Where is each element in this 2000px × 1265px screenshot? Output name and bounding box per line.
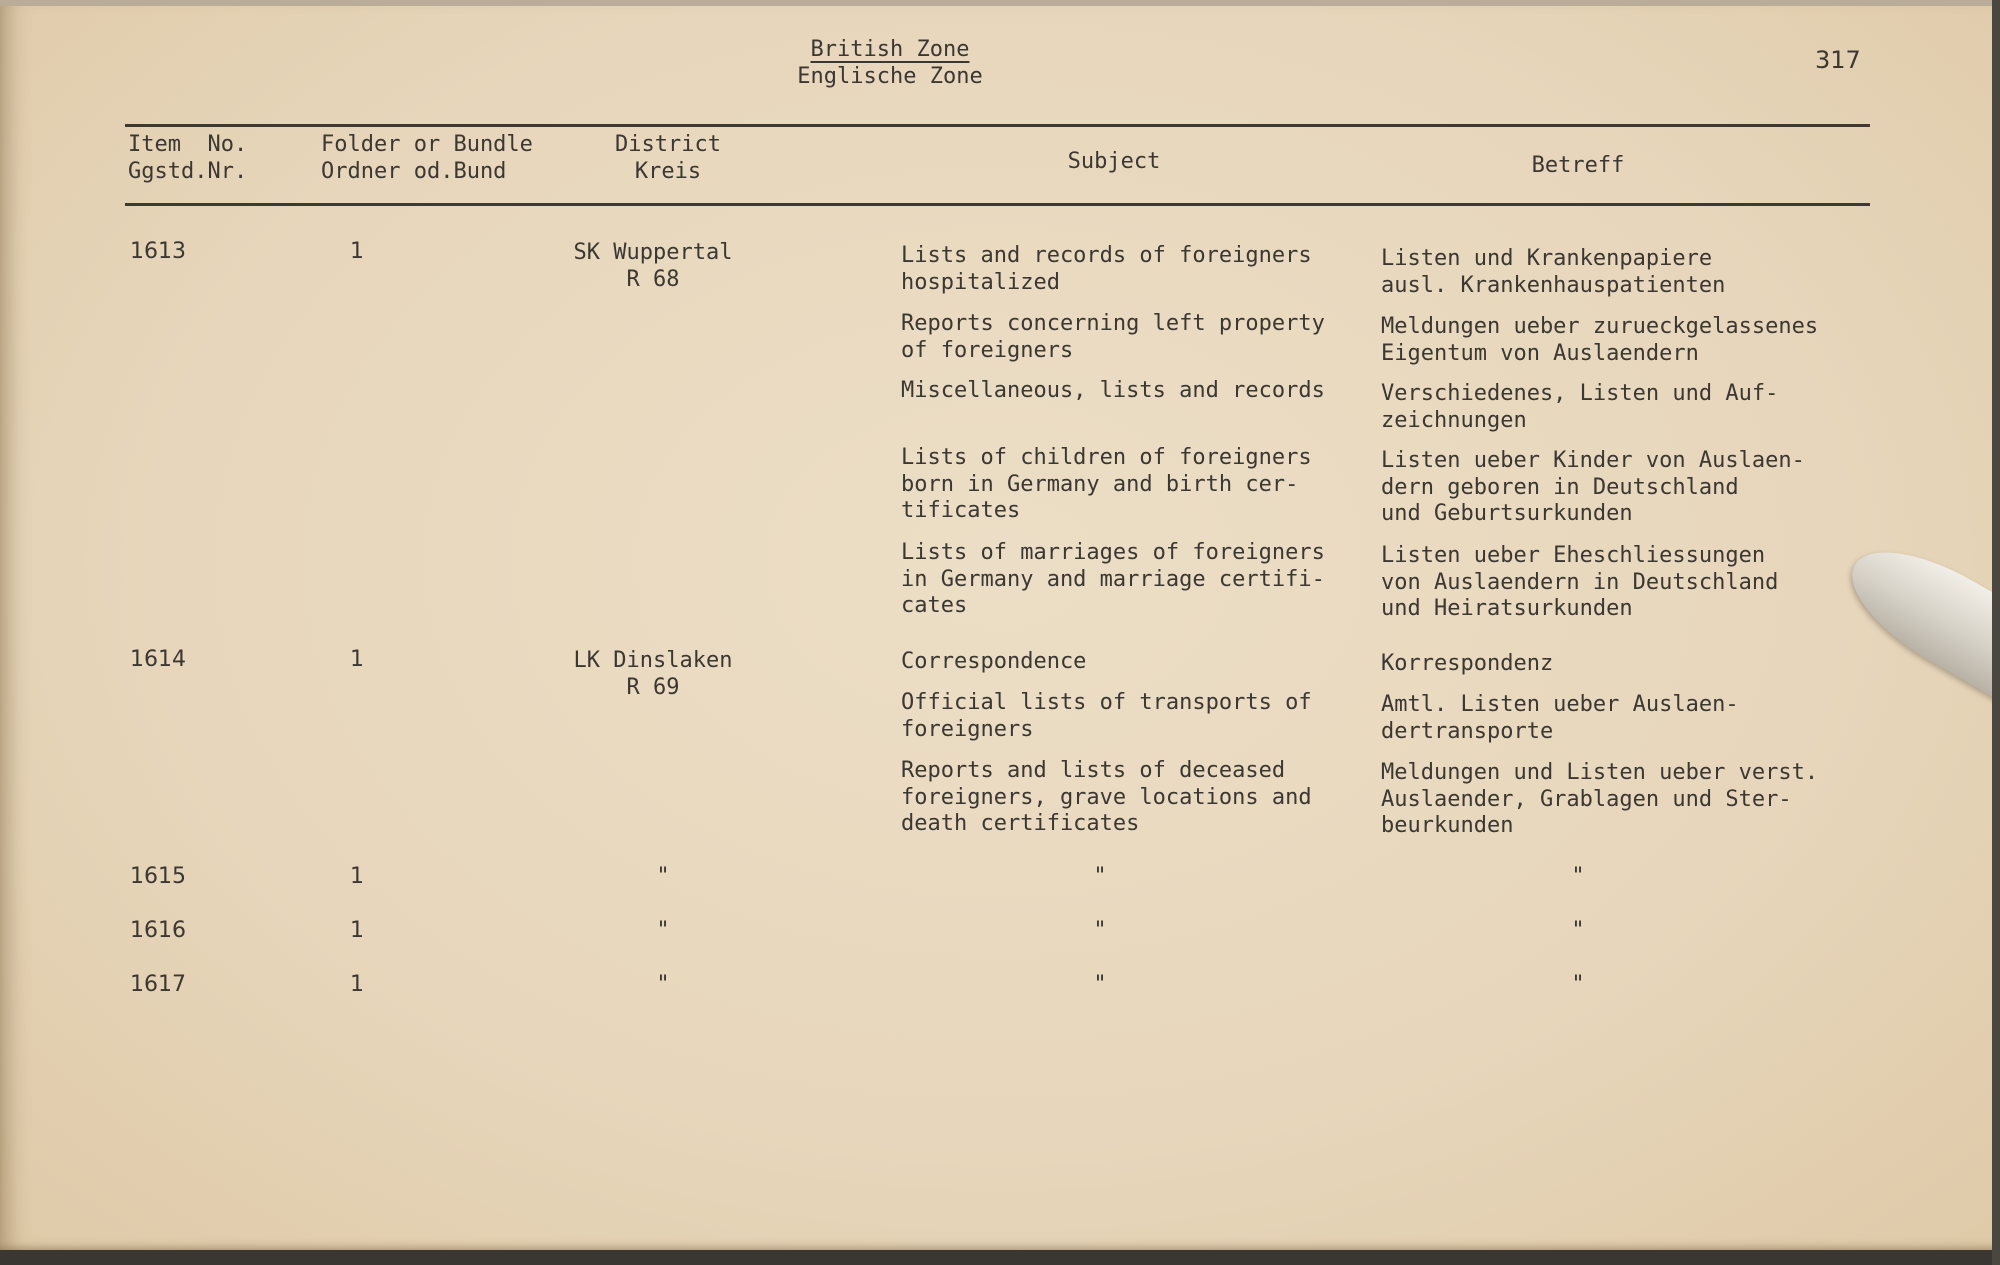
title-german: Englische Zone xyxy=(797,64,983,89)
item-number: 1616 xyxy=(130,918,186,943)
page-side-edge xyxy=(1992,0,2000,1265)
betreff-entry: Amtl. Listen ueber Auslaen- dertransporte xyxy=(1381,692,1739,744)
subject-entry: Lists of children of foreigners born in Germany and birth cer- tificates xyxy=(901,445,1312,523)
ditto-mark: " xyxy=(1093,972,1107,997)
betreff-entry: Meldungen ueber zurueckgelassenes Eigentum von Auslaendern xyxy=(1381,314,1819,366)
header-rule-bottom xyxy=(125,203,1870,206)
page-bottom-edge xyxy=(0,1250,2000,1265)
header-rule-top xyxy=(125,124,1870,127)
item-number: 1613 xyxy=(130,239,186,264)
subject-entry: Miscellaneous, lists and records xyxy=(901,378,1325,403)
district: LK Dinslaken R 69 xyxy=(573,648,733,700)
col-district-header: District Kreis xyxy=(615,132,721,184)
betreff-entry: Listen ueber Kinder von Auslaen- dern geboren in Deutschland und Geburtsurkunden xyxy=(1381,448,1805,526)
col-subject-header: Subject xyxy=(1067,149,1161,174)
district: SK Wuppertal R 68 xyxy=(573,240,733,292)
col-folder-header: Folder or Bundle Ordner od.Bund xyxy=(321,132,533,184)
ditto-mark: " xyxy=(1093,918,1107,943)
betreff-entry: Listen und Krankenpapiere ausl. Krankenhauspatienten xyxy=(1381,246,1726,298)
ditto-mark: " xyxy=(1571,972,1585,997)
col-item-header: Item No. Ggstd.Nr. xyxy=(128,132,248,184)
page-number: 317 xyxy=(1815,46,1861,74)
paper-clip-tab xyxy=(1833,526,2000,714)
betreff-entry: Korrespondenz xyxy=(1381,651,1554,676)
ditto-mark: " xyxy=(656,864,670,889)
page-top-edge xyxy=(0,0,1998,6)
subject-entry: Lists of marriages of foreigners in Germany and marriage certifi- cates xyxy=(901,540,1325,618)
item-number: 1615 xyxy=(130,864,186,889)
folder-number: 1 xyxy=(350,864,364,889)
folder-number: 1 xyxy=(350,647,364,672)
item-number: 1614 xyxy=(130,647,186,672)
subject-entry: Correspondence xyxy=(901,649,1087,674)
ditto-mark: " xyxy=(656,918,670,943)
folder-number: 1 xyxy=(350,972,364,997)
ditto-mark: " xyxy=(1093,864,1107,889)
folder-number: 1 xyxy=(350,239,364,264)
item-number: 1617 xyxy=(130,972,186,997)
ditto-mark: " xyxy=(1571,864,1585,889)
betreff-entry: Meldungen und Listen ueber verst. Auslaender, Grablagen und Ster- beurkunden xyxy=(1381,760,1819,838)
subject-entry: Official lists of transports of foreigners xyxy=(901,690,1312,742)
ditto-mark: " xyxy=(1571,918,1585,943)
folder-number: 1 xyxy=(350,918,364,943)
subject-entry: Reports and lists of deceased foreigners, grave locations and death certificates xyxy=(901,758,1312,836)
betreff-entry: Listen ueber Eheschliessungen von Auslaendern in Deutschland und Heiratsurkunden xyxy=(1381,543,1779,621)
col-betreff-header: Betreff xyxy=(1531,153,1625,178)
title-english: British Zone xyxy=(810,37,970,62)
ditto-mark: " xyxy=(656,972,670,997)
subject-entry: Lists and records of foreigners hospitalized xyxy=(901,243,1312,295)
betreff-entry: Verschiedenes, Listen und Auf- zeichnungen xyxy=(1381,381,1779,433)
subject-entry: Reports concerning left property of foreigners xyxy=(901,311,1325,363)
